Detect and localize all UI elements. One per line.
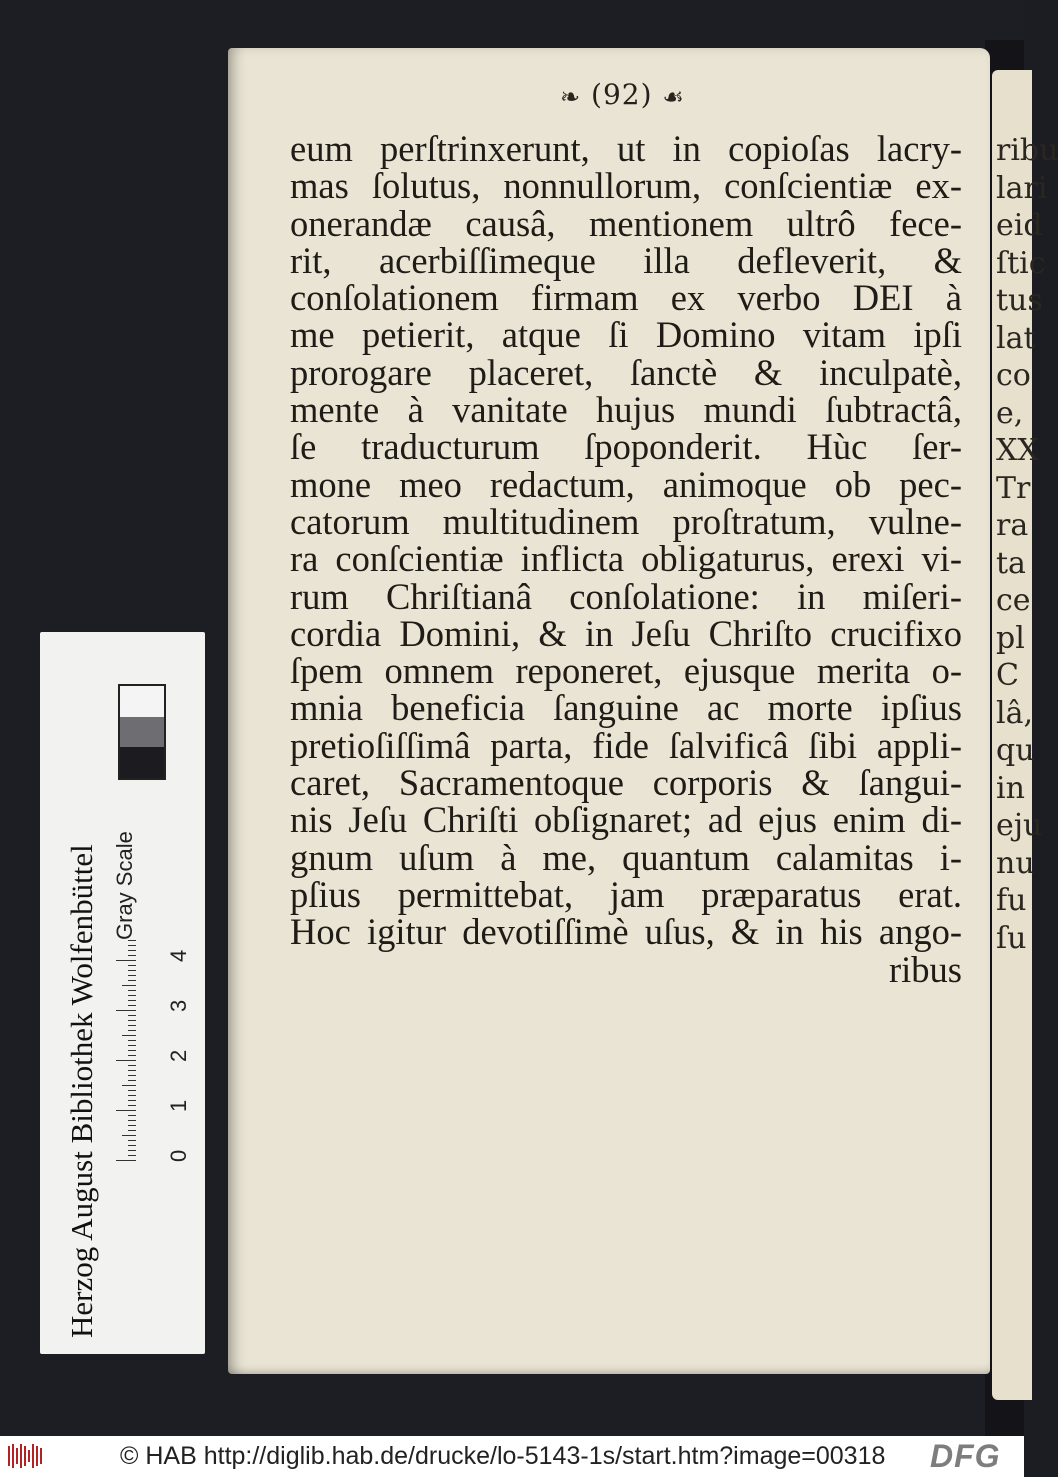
copyright-credit[interactable]: © HAB http://diglib.hab.de/drucke/lo-5143-1s/start.htm?image=00318 — [120, 1442, 886, 1470]
text-line: cordia Domini, & in Jeſu Chriſto crucifixo — [290, 612, 962, 654]
ruler-number: 3 — [166, 999, 191, 1012]
text-line: catorum multitudinem proſtratum, vulne- — [290, 500, 962, 542]
text-line: caret, Sacramentoque corporis & ſangui- — [290, 762, 962, 804]
next-page-fragment: co — [996, 358, 1031, 393]
next-page-fragment: XX — [996, 433, 1039, 468]
ruler-tick — [128, 1045, 136, 1046]
next-page-fragment: ra — [996, 508, 1029, 543]
ruler-tick — [128, 1015, 136, 1016]
text-line: mas ſolutus, nonnullorum, conſcientiæ ex- — [290, 165, 962, 207]
ruler-tick — [128, 1105, 136, 1106]
text-line: eum perſtrinxerunt, ut in copioſas lacry- — [290, 128, 962, 169]
ruler-tick — [128, 1100, 136, 1101]
ruler-tick — [128, 1125, 136, 1126]
next-page-fragment: lari — [996, 170, 1048, 206]
ruler-tick — [116, 1110, 136, 1111]
ruler-number: 1 — [166, 1099, 191, 1112]
text-line: onerandæ causâ, mentionem ultrô fece- — [290, 202, 962, 244]
text-line: ra conſcientiæ inflicta obligaturus, erexi vi- — [290, 538, 962, 580]
text-line: conſolationem firmam ex verbo DEI à — [290, 277, 962, 319]
text-line: rum Chriſtianâ conſolatione: in miſeri- — [290, 575, 962, 617]
ruler-tick — [116, 1160, 136, 1161]
next-page-edge — [992, 70, 1058, 1400]
ruler-tick — [128, 1050, 136, 1051]
ruler-tick — [128, 965, 136, 966]
text-line: ſpem omnem reponeret, ejusque merita o- — [290, 650, 962, 692]
ruler-tick — [116, 960, 136, 961]
ruler-number: 0 — [166, 1149, 191, 1162]
ruler-tick — [128, 1130, 136, 1131]
ruler — [116, 940, 136, 1160]
ruler-tick — [128, 1090, 136, 1091]
next-page-fragment: in — [996, 770, 1025, 806]
text-line: me petierit, atque ſi Domino vitam ipſi — [290, 314, 962, 356]
next-page-fragment: ce — [996, 583, 1031, 618]
next-page-fragment: ribu — [996, 133, 1058, 168]
gray-swatch — [120, 686, 164, 717]
next-page-fragment: fu — [996, 883, 1027, 918]
next-page-fragment: ſu — [996, 920, 1027, 956]
ruler-tick — [128, 1150, 136, 1151]
ruler-tick — [128, 1025, 136, 1026]
text-line: Hoc igitur devotiſſimè uſus, & in his ango- — [290, 911, 962, 953]
ruler-tick — [128, 980, 136, 981]
ruler-number: 2 — [166, 1049, 191, 1062]
gray-swatches — [118, 684, 166, 780]
dfg-logo: DFG — [930, 1438, 1001, 1474]
page-number: (92) — [591, 78, 653, 111]
next-page-fragment: C — [996, 658, 1019, 693]
ruler-tick — [128, 1000, 136, 1001]
next-page-fragment: Tr — [996, 470, 1031, 506]
ruler-tick — [128, 945, 136, 946]
text-line: ſe traducturum ſpoponderit. Hùc ſer- — [290, 426, 962, 468]
text-line: mente à vanitate hujus mundi ſubtractâ, — [290, 389, 962, 431]
ruler-tick — [128, 1055, 136, 1056]
ruler-tick — [128, 1030, 136, 1031]
gray-swatch — [120, 717, 164, 748]
ruler-tick — [128, 1120, 136, 1121]
ruler-tick — [122, 1085, 136, 1086]
next-page-fragment: e, — [996, 395, 1024, 431]
ruler-tick — [128, 1040, 136, 1041]
next-page-fragment: tus — [996, 283, 1043, 318]
ruler-tick — [128, 1065, 136, 1066]
page-text — [290, 130, 962, 988]
gray-swatch — [120, 747, 164, 778]
ornament-right-icon: ☙ — [662, 82, 685, 111]
text-line: prorogare placeret, ſanctè & inculpatè, — [290, 351, 962, 393]
next-page-fragment: pl — [996, 620, 1025, 656]
text-line: mone meo redactum, animoque ob pec- — [290, 463, 962, 505]
next-page-fragment: qu — [996, 733, 1035, 768]
hab-logo-icon — [6, 1442, 46, 1470]
ruler-tick — [122, 1035, 136, 1036]
ruler-tick — [128, 1145, 136, 1146]
ruler-tick — [128, 1115, 136, 1116]
ruler-tick — [128, 975, 136, 976]
ruler-tick — [128, 1155, 136, 1156]
page-header — [560, 78, 685, 111]
ruler-number: 4 — [166, 949, 191, 962]
ruler-tick — [128, 950, 136, 951]
ruler-tick — [128, 1140, 136, 1141]
ruler-tick — [128, 1075, 136, 1076]
text-line: pſius permittebat, jam præparatus erat. — [290, 873, 962, 915]
ruler-tick — [128, 970, 136, 971]
text-line: gnum uſum à me, quantum calamitas i- — [290, 836, 962, 878]
ruler-tick — [128, 940, 136, 941]
ruler-tick — [128, 995, 136, 996]
next-page-fragment: nu — [996, 845, 1035, 881]
ruler-tick — [116, 1060, 136, 1061]
text-line: nis Jeſu Chriſti obſignaret; ad ejus enim di- — [290, 799, 962, 841]
footer-bar — [0, 1436, 1024, 1477]
ruler-tick — [128, 955, 136, 956]
ruler-tick — [122, 1135, 136, 1136]
gray-scale-label: Gray Scale — [112, 831, 137, 940]
next-page-fragment: eid — [996, 208, 1043, 243]
ruler-tick — [128, 1020, 136, 1021]
ruler-tick — [128, 1080, 136, 1081]
ornament-left-icon: ❧ — [560, 82, 582, 111]
next-page-fragment: ta — [996, 545, 1026, 581]
ruler-tick — [128, 1070, 136, 1071]
scale-title: Herzog August Bibliothek Wolfenbüttel — [64, 844, 99, 1338]
next-page-fragment: lâ, — [996, 695, 1034, 731]
next-page-fragment: eju — [996, 808, 1043, 843]
text-line: rit, acerbiſſimeque illa defleverit, & — [290, 239, 962, 281]
catchword: ribus — [889, 948, 962, 990]
ruler-tick — [122, 985, 136, 986]
next-page-fragment: lat — [996, 320, 1036, 356]
ruler-tick — [128, 990, 136, 991]
ruler-tick — [116, 1010, 136, 1011]
next-page-fragment: ſtic — [996, 245, 1046, 281]
ruler-tick — [128, 1005, 136, 1006]
ruler-tick — [128, 1095, 136, 1096]
text-line: pretioſiſſimâ parta, fide ſalvificâ ſibi appli- — [290, 724, 962, 766]
text-line: mnia beneficia ſanguine ac morte ipſius — [290, 687, 962, 729]
